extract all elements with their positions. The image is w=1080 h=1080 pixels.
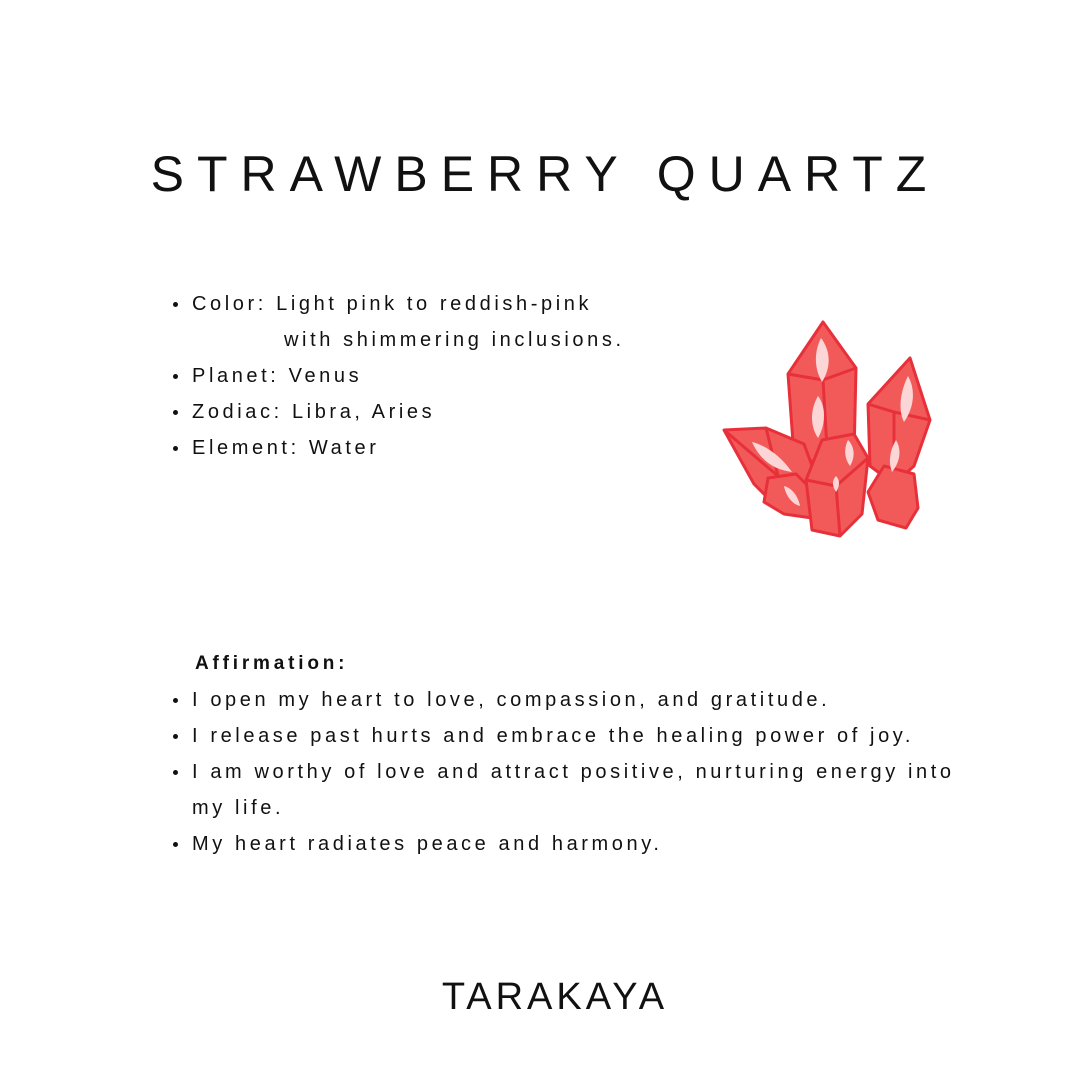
brand-logo: TARAKAYA — [441, 976, 669, 1018]
affirmation-text: My heart radiates peace and harmony. — [192, 833, 663, 855]
property-element — [172, 430, 625, 466]
bullet — [173, 302, 178, 307]
property-color-continuation: with shimmering inclusions. — [284, 329, 625, 351]
affirmation-text: I am worthy of love and attract positive, nurturing energy into my life. — [192, 761, 955, 819]
affirmation-text: I release past hurts and embrace the healing power of joy. — [192, 725, 915, 747]
affirmation-item — [172, 718, 1032, 754]
bullet — [173, 770, 178, 775]
property-color — [172, 286, 625, 358]
property-element-label: Element: Water — [192, 437, 380, 459]
affirmation-item — [172, 682, 1032, 718]
affirmation-item — [172, 826, 1032, 862]
bullet — [173, 374, 178, 379]
affirmation-item — [172, 754, 992, 826]
property-zodiac — [172, 394, 625, 430]
bullet — [173, 734, 178, 739]
bullet — [173, 842, 178, 847]
affirmation-list — [172, 682, 1032, 862]
property-planet — [172, 358, 625, 394]
bullet — [173, 410, 178, 415]
properties-list — [172, 286, 625, 466]
crystal-right — [868, 358, 930, 484]
property-color-label: Color: Light pink to reddish-pink — [192, 293, 593, 315]
page-title: STRAWBERRY QUARTZ — [150, 146, 940, 202]
property-planet-label: Planet: Venus — [192, 365, 363, 387]
bullet — [173, 446, 178, 451]
bullet — [173, 698, 178, 703]
crystal-right-small — [868, 466, 918, 528]
affirmation-text: I open my heart to love, compassion, and gratitude. — [192, 689, 831, 711]
crystal-cluster-icon — [718, 316, 940, 544]
property-zodiac-label: Zodiac: Libra, Aries — [192, 401, 436, 423]
affirmation-heading: Affirmation: — [195, 653, 349, 674]
